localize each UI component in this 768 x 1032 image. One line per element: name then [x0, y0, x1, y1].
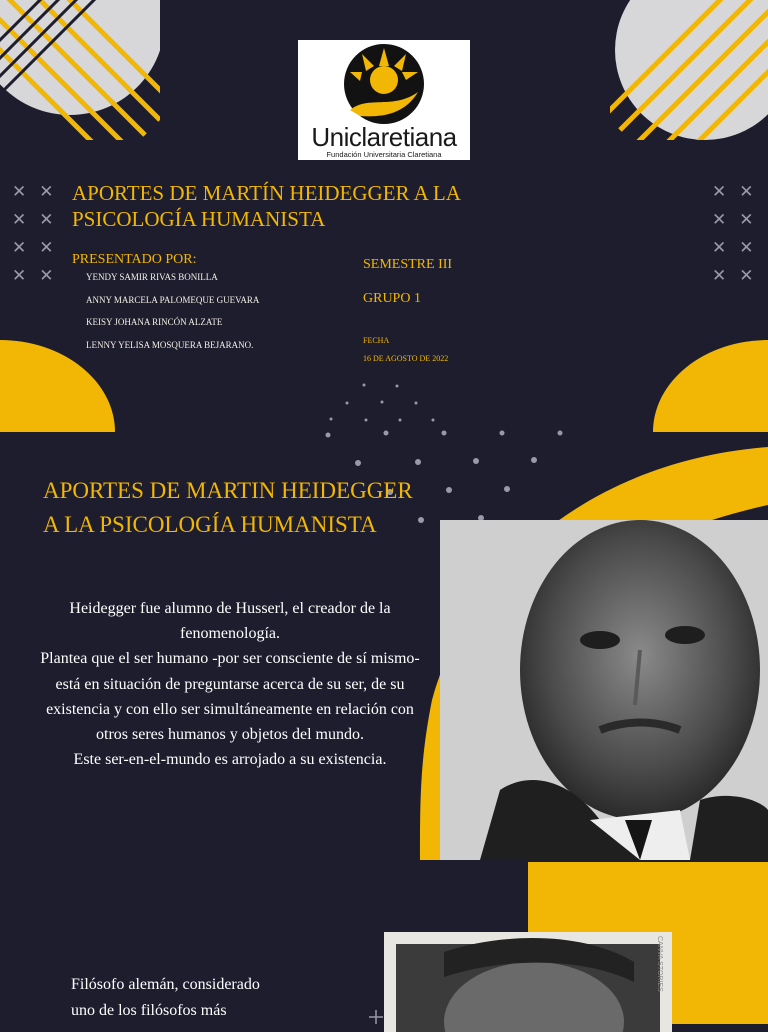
section-body	[30, 596, 430, 772]
x-marks-right: ✕✕ ✕✕ ✕✕ ✕✕	[712, 182, 767, 286]
date-label: FECHA	[363, 336, 390, 345]
bottom-text	[71, 972, 311, 1024]
logo-name: Uniclaretiana	[311, 122, 457, 152]
heidegger-portrait	[440, 520, 768, 860]
sun-bird-logo-icon	[298, 40, 470, 124]
university-logo	[298, 40, 470, 160]
presented-by-label: PRESENTADO POR:	[72, 252, 197, 267]
semester-label: SEMESTRE III	[363, 257, 453, 272]
top-right-ornament	[605, 0, 768, 175]
top-left-ornament	[0, 0, 175, 165]
paragraph: Plantea que el ser humano -por ser consciente de sí mismo- está en situación de preguntarse acerca de su ser, de su existencia y con ello ser simultáneamente en relación con otros seres humanos y objetos del mundo.	[40, 650, 420, 744]
author-name: ANNY MARCELA PALOMEQUE GUEVARA	[86, 294, 260, 305]
date-value: 16 DE AGOSTO DE 2022	[363, 354, 449, 363]
bottom-line: uno de los filósofos más	[71, 1002, 227, 1019]
section-title: APORTES DE MARTIN HEIDEGGER A LA PSICOLOGÍA HUMANISTA	[43, 478, 413, 537]
cover-title: APORTES DE MARTÍN HEIDEGGER A LA PSICOLOGÍA HUMANISTA	[72, 181, 460, 231]
group-label: GRUPO 1	[363, 291, 421, 306]
author-name: YENDY SAMIR RIVAS BONILLA	[86, 272, 218, 282]
logo-subtitle: Fundación Universitaria Claretiana	[326, 150, 442, 159]
bottom-line: Filósofo alemán, considerado	[71, 976, 260, 993]
author-list	[86, 270, 259, 360]
paragraph: Heidegger fue alumno de Husserl, el creador de la fenomenología.	[69, 600, 391, 643]
author-name: LENNY YELISA MOSQUERA BEJARANO.	[86, 339, 254, 350]
photo-frame	[384, 932, 672, 1032]
paragraph: Este ser-en-el-mundo es arrojado a su existencia.	[73, 751, 387, 769]
author-name: KEISY JOHANA RINCÓN ALZATE	[86, 317, 223, 327]
portrait-illustration	[440, 520, 768, 860]
heidegger-photo-small	[384, 932, 672, 1032]
x-marks-left: ✕✕ ✕✕ ✕✕ ✕✕	[12, 182, 67, 286]
watermark-text: CANVA STORIES	[656, 936, 663, 992]
